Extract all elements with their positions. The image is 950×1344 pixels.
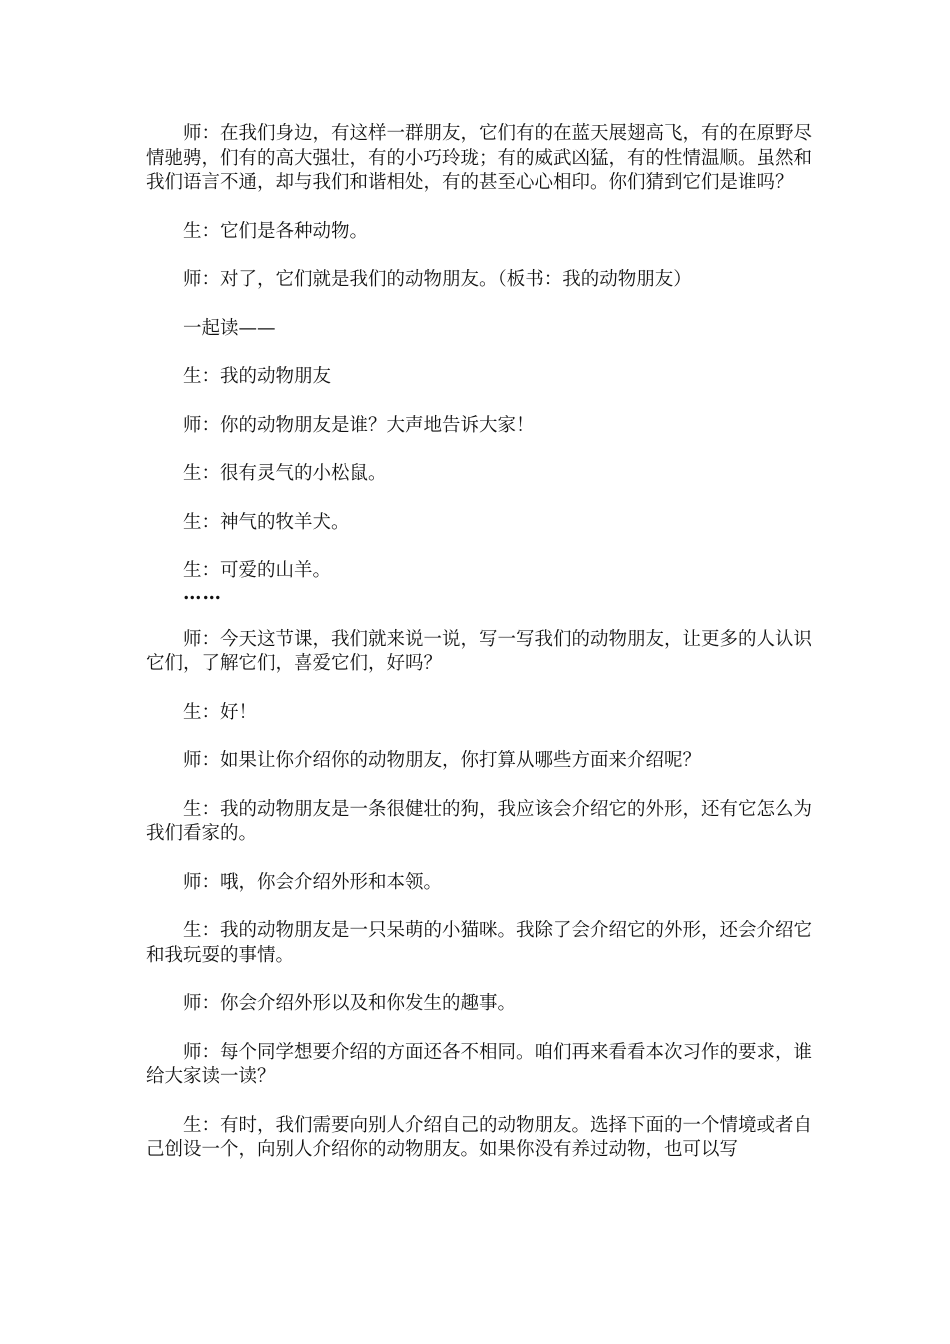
ellipsis: ……	[183, 582, 222, 604]
paragraph-student-reading: 生：有时，我们需要向别人介绍自己的动物朋友。选择下面的一个情境或者自己创设一个，向别人介绍你的动物朋友。如果你没有养过动物，也可以写	[146, 1114, 813, 1160]
paragraph-student-ok: 生：好！	[183, 701, 258, 723]
paragraph-read-together: 一起读——	[183, 317, 276, 339]
paragraph-teacher-requirements: 师：每个同学想要介绍的方面还各不相同。咱们再来看看本次习作的要求，谁给大家读一读？	[146, 1041, 813, 1087]
paragraph-student-cat: 生：我的动物朋友是一只呆萌的小猫咪。我除了会介绍它的外形，还会介绍它和我玩耍的事情。	[146, 920, 813, 966]
paragraph-teacher-dog-reply: 师：哦，你会介绍外形和本领。	[183, 871, 443, 893]
document-page	[146, 122, 812, 1187]
paragraph-student-sheepdog: 生：神气的牧羊犬。	[183, 511, 350, 533]
paragraph-teacher-lesson: 师：今天这节课，我们就来说一说，写一写我们的动物朋友，让更多的人认识它们，了解它们，喜爱它们，好吗？	[146, 628, 813, 674]
paragraph-student-title: 生：我的动物朋友	[183, 366, 332, 387]
paragraph-student-answer: 生：它们是各种动物。	[183, 220, 369, 242]
paragraph-student-goat: 生：可爱的山羊。	[183, 560, 332, 581]
paragraph-teacher-intro: 师：在我们身边，有这样一群朋友，它们有的在蓝天展翅高飞，有的在原野尽情驰骋，们有的高大强壮，有的小巧玲珑；有的威武凶猛，有的性情温顺。虽然和我们语言不通，却与我们和谐相处，有的甚至心心相印。你们猜到它们是谁吗？	[146, 123, 813, 193]
paragraph-teacher-question: 师：你的动物朋友是谁？大声地告诉大家！	[183, 414, 535, 436]
paragraph-student-squirrel: 生：很有灵气的小松鼠。	[183, 463, 387, 484]
paragraph-student-dog: 生：我的动物朋友是一条很健壮的狗，我应该会介绍它的外形，还有它怎么为我们看家的。	[146, 798, 813, 844]
paragraph-teacher-cat-reply: 师：你会介绍外形以及和你发生的趣事。	[183, 993, 517, 1014]
paragraph-teacher-aspects: 师：如果让你介绍你的动物朋友，你打算从哪些方面来介绍呢？	[183, 750, 702, 771]
paragraph-teacher-board: 师：对了，它们就是我们的动物朋友。（板书：我的动物朋友）	[183, 269, 692, 290]
